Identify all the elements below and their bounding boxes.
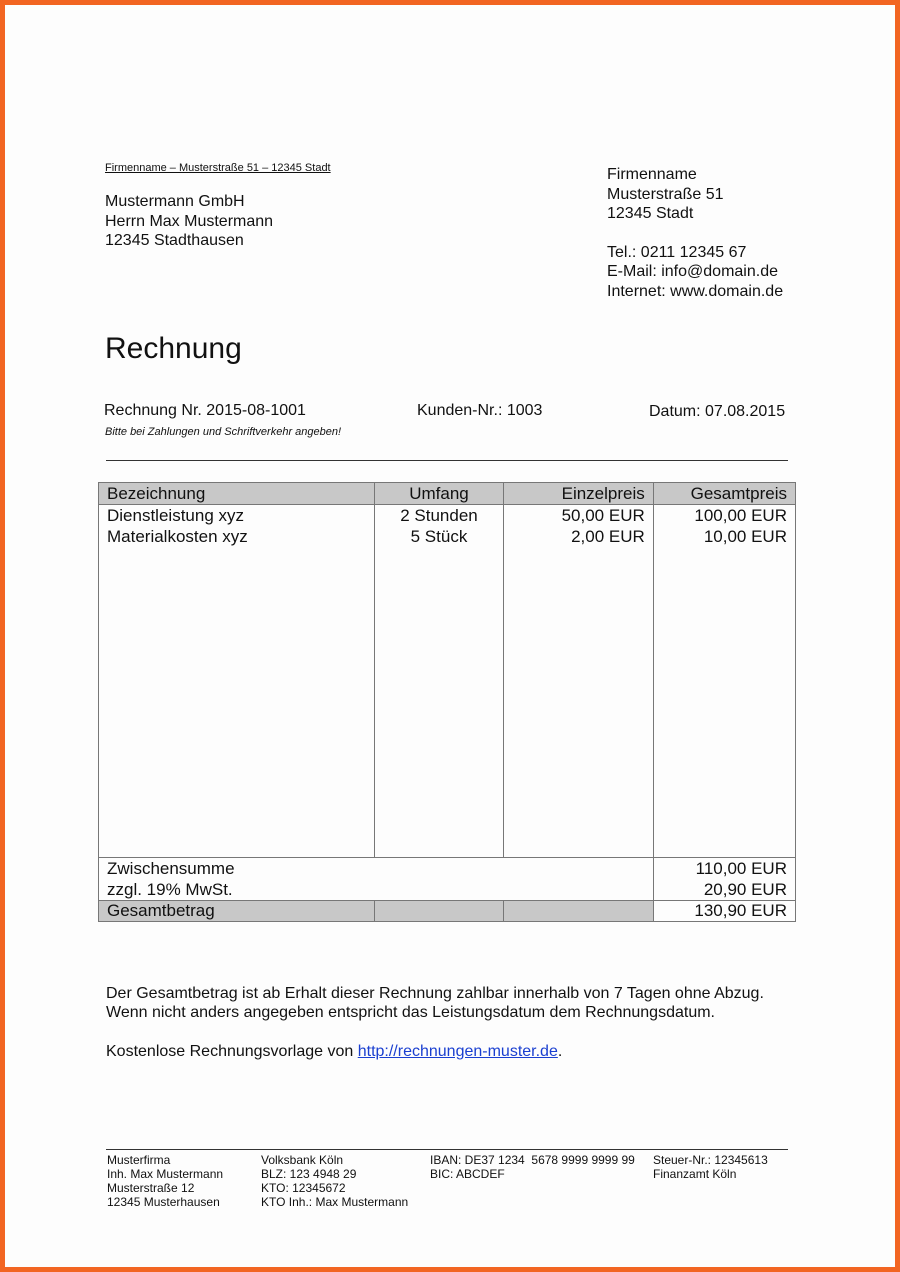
recipient-address [105,192,273,251]
footer-company: Musterfirma Inh. Max Mustermann Musterstraße 12 12345 Musterhausen [107,1153,224,1209]
template-credit: Kostenlose Rechnungsvorlage von http://rechnungen-muster.de. [106,1042,563,1060]
subtotal-value: 110,00 EUR [653,858,795,880]
invoice-table [98,482,796,922]
header-unit-price: Einzelpreis [503,483,653,505]
service-date-note: Wenn nicht anders angegeben entspricht das Leistungsdatum dem Rechnungsdatum. [106,1004,715,1022]
item-quantity: 2 Stunden [375,505,503,527]
company-info [607,165,783,301]
recipient-company: Mustermann GmbH [105,193,245,210]
company-name: Firmenname [607,166,697,183]
vat-row [99,879,796,901]
company-phone: Tel.: 0211 12345 67 [607,243,747,261]
company-email: E-Mail: info@domain.de [607,263,778,280]
subtotal-label: Zwischensumme [99,858,654,880]
table-row [99,526,796,547]
total-label: Gesamtbetrag [99,901,375,922]
payment-terms [106,984,766,1061]
reference-note: Bitte bei Zahlungen und Schriftverkehr angeben! [105,426,342,438]
sender-return-address: Firmenname – Musterstraße 51 – 12345 Stadt [105,162,331,174]
item-description: Dienstleistung xyz [99,505,375,527]
total-value: 130,90 EUR [653,901,795,922]
item-quantity: 5 Stück [375,526,503,547]
footer-bank: Volksbank Köln BLZ: 123 4948 29 KTO: 12345672 KTO Inh.: Max Mustermann [261,1153,409,1209]
item-total-price: 10,00 EUR [653,526,795,547]
recipient-city: 12345 Stadthausen [105,232,244,249]
vat-value: 20,90 EUR [653,879,795,901]
item-description: Materialkosten xyz [99,526,375,547]
divider [106,460,788,461]
template-link[interactable]: http://rechnungen-muster.de [357,1042,558,1060]
company-city: 12345 Stadt [607,205,694,222]
company-street: Musterstraße 51 [607,185,724,203]
item-unit-price: 50,00 EUR [503,505,653,527]
header-quantity: Umfang [375,483,503,505]
table-empty-space [99,547,796,858]
total-row [99,901,796,922]
invoice-number: Rechnung Nr. 2015-08-1001 [104,402,306,419]
table-header-row [99,483,796,505]
customer-number: Kunden-Nr.: 1003 [417,402,543,419]
subtotal-row [99,858,796,880]
footer-divider [106,1149,788,1150]
invoice-date: Datum: 07.08.2015 [649,403,786,420]
header-total-price: Gesamtpreis [653,483,795,505]
table-row [99,505,796,527]
document-title: Rechnung [105,332,242,365]
item-total-price: 100,00 EUR [653,505,795,527]
footer-tax: Steuer-Nr.: 12345613 Finanzamt Köln [653,1153,768,1181]
payment-terms-line: Der Gesamtbetrag ist ab Erhalt dieser Rechnung zahlbar innerhalb von 7 Tagen ohne Abzug. [106,985,764,1002]
vat-label: zzgl. 19% MwSt. [99,879,654,901]
footer-iban: IBAN: DE37 1234 5678 9999 9999 99 BIC: ABCDEF [430,1153,635,1181]
recipient-person: Herrn Max Mustermann [105,212,274,230]
item-unit-price: 2,00 EUR [503,526,653,547]
company-website: Internet: www.domain.de [607,282,784,300]
header-description: Bezeichnung [99,483,375,505]
